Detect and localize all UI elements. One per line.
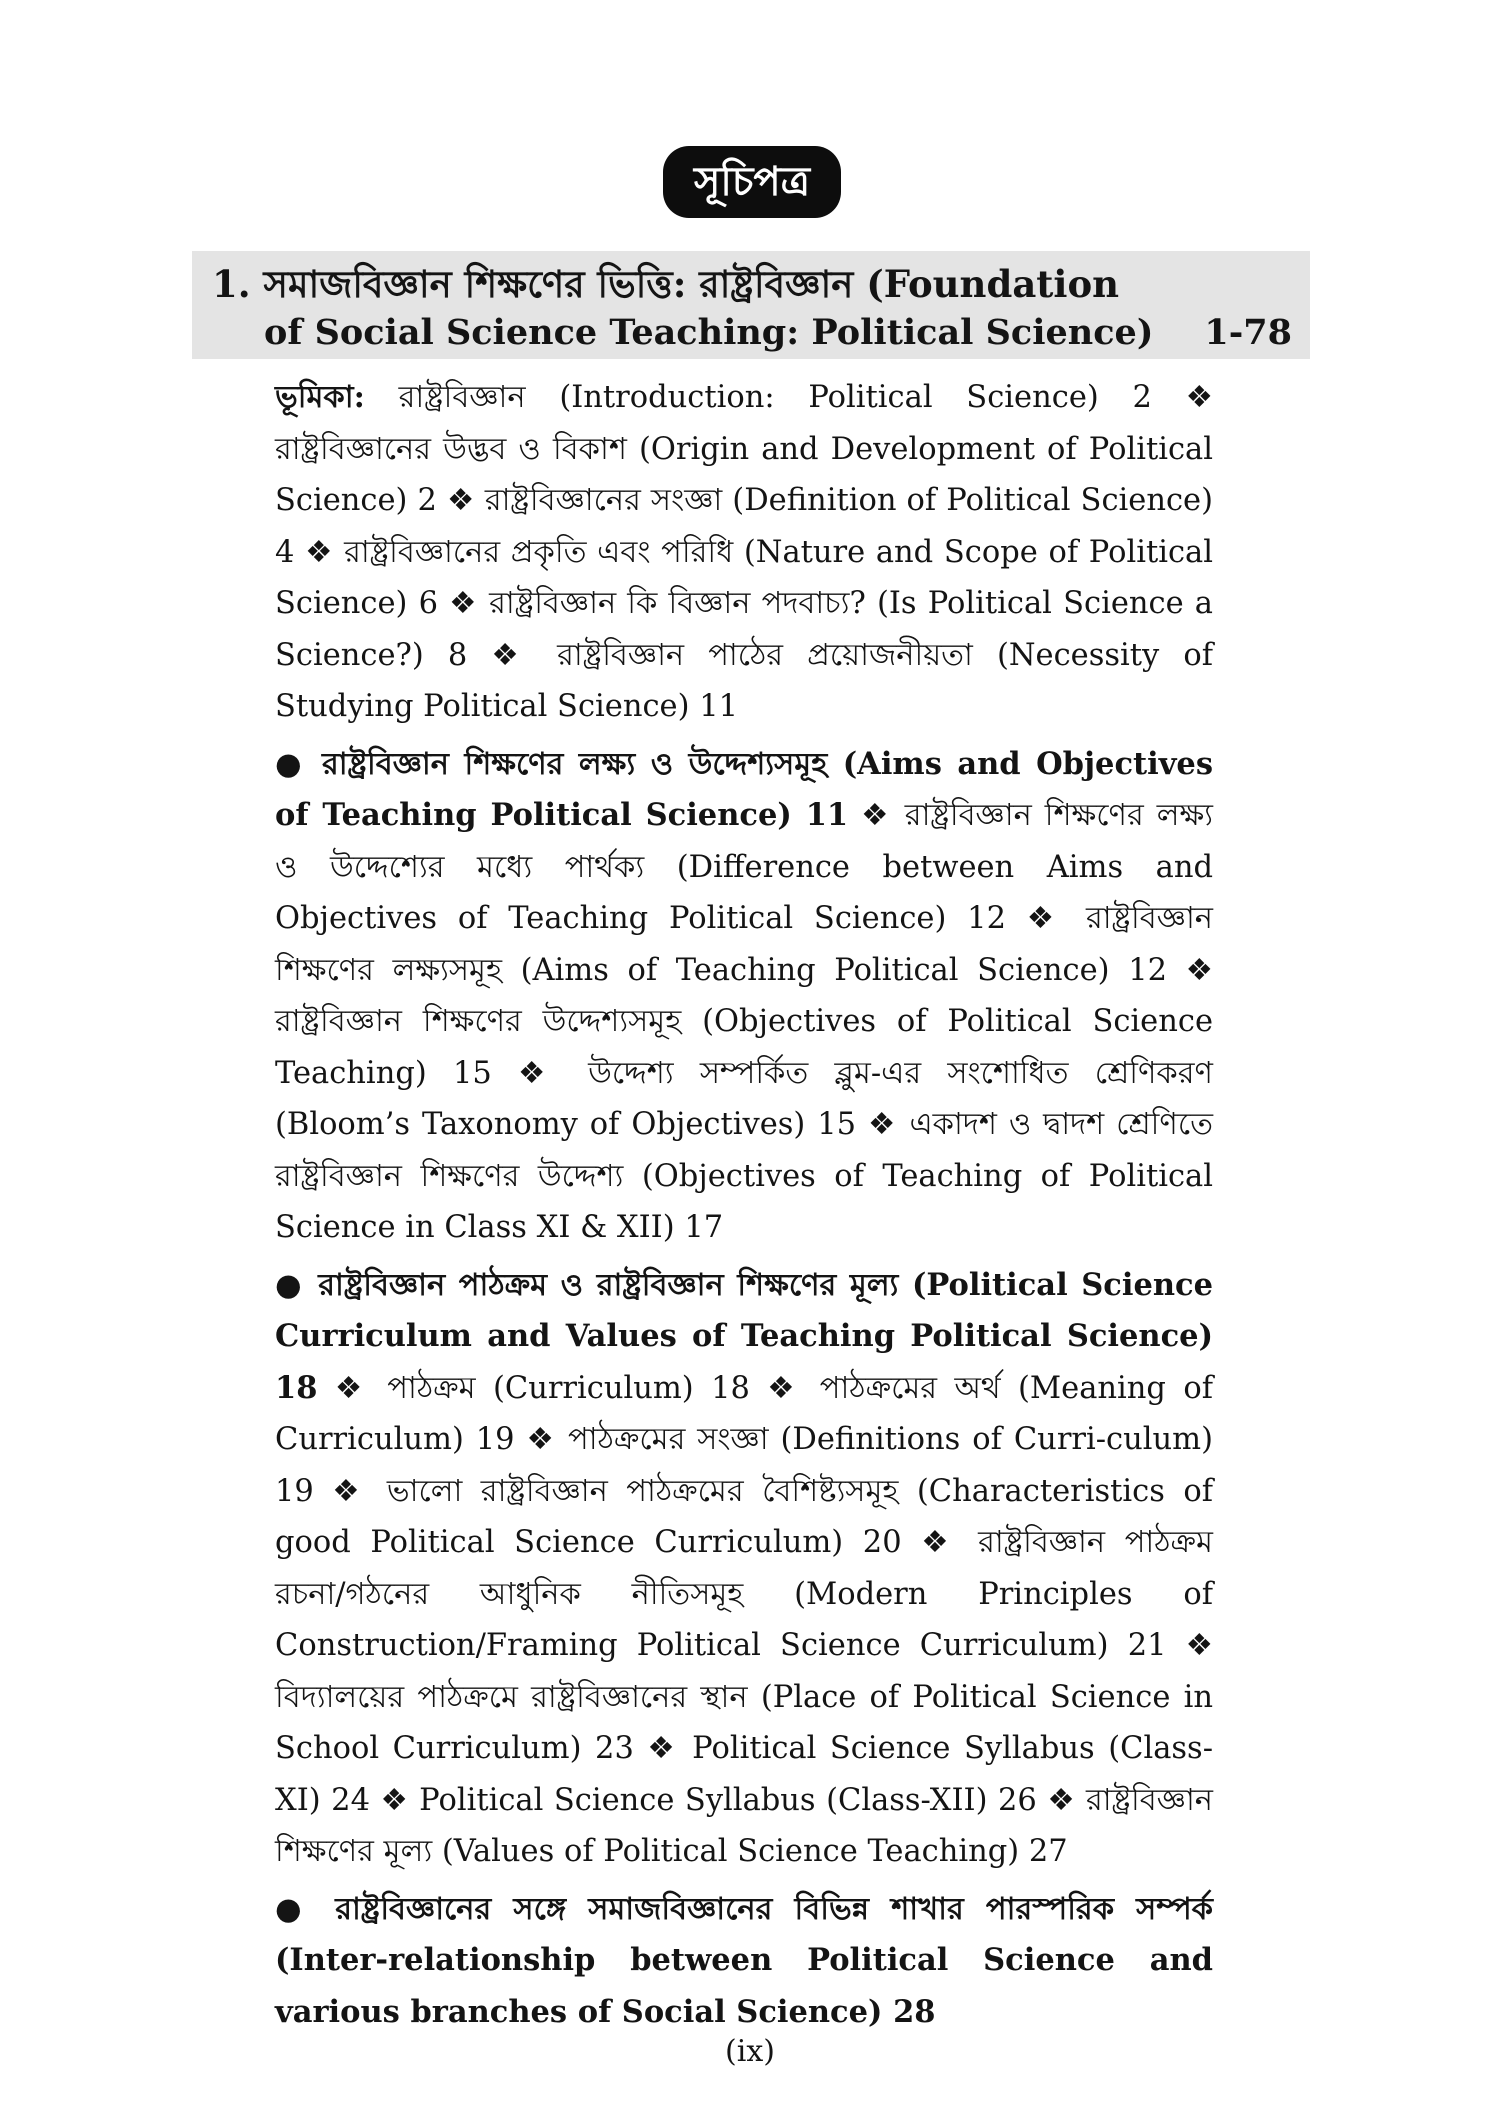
section-topics: রাষ্ট্রবিজ্ঞান (Introduction: Political Science) 2 ❖ রাষ্ট্রবিজ্ঞানের উদ্ভব ও বিকাশ (Origin and Development of Political Science) 2 ❖ রাষ্ট্রবিজ্ঞানের সংজ্ঞা (Definition of Political Science) 4 ❖ রাষ্ট্রবিজ্ঞানের প্রকৃতি এবং পরিধি (Nature and Scope of Political Science) 6 ❖ রাষ্ট্রবিজ্ঞান কি বিজ্ঞান পদবাচ্য? (Is Political Science a Science?) 8 ❖ রাষ্ট্রবিজ্ঞান পাঠের প্রয়োজনীয়তা (Necessity of Studying Political Science) 11 bbox=[275, 380, 1213, 724]
section-curriculum-values bbox=[275, 1260, 1213, 1878]
section-topics: ❖ পাঠক্রম (Curriculum) 18 ❖ পাঠক্রমের অর্থ (Meaning of Curriculum) 19 ❖ পাঠক্রমের সংজ্ঞা (Definitions of Curri-culum) 19 ❖ ভালো রাষ্ট্রবিজ্ঞান পাঠক্রমের বৈশিষ্ট্যসমূহ (Characteristics of good Political Science Curriculum) 20 ❖ রাষ্ট্রবিজ্ঞান পাঠক্রম রচনা/গঠনের আধুনিক নীতিসমূহ (Modern Principles of Construction/Framing Political Science Curriculum) 21 ❖ বিদ্যালয়ের পাঠক্রমে রাষ্ট্রবিজ্ঞানের স্থান (Place of Political Science in School Curriculum) 23 ❖ Political Science Syllabus (Class-XI) 24 ❖ Political Science Syllabus (Class-XII) 26 ❖ রাষ্ট্রবিজ্ঞান শিক্ষণের মূল্য (Values of Political Science Teaching) 27 bbox=[275, 1370, 1213, 1869]
page-title: সূচিপত্র bbox=[663, 146, 841, 218]
section-introduction bbox=[275, 372, 1213, 733]
section-topics: ❖ রাষ্ট্রবিজ্ঞান শিক্ষণের লক্ষ্য ও উদ্দেশ্যের মধ্যে পার্থক্য (Difference between Aims and Objectives of Teaching Political Science) 12 ❖ রাষ্ট্রবিজ্ঞান শিক্ষণের লক্ষ্যসমূহ (Aims of Teaching Political Science) 12 ❖ রাষ্ট্রবিজ্ঞান শিক্ষণের উদ্দেশ্যসমূহ (Objectives of Political Science Teaching) 15 ❖ উদ্দেশ্য সম্পর্কিত ব্লুম-এর সংশোধিত শ্রেণিকরণ (Bloom’s Taxonomy of Objectives) 15 ❖ একাদশ ও দ্বাদশ শ্রেণিতে রাষ্ট্রবিজ্ঞান শিক্ষণের উদ্দেশ্য (Objectives of Teaching of Political Science in Class XI & XII) 17 bbox=[275, 798, 1214, 1245]
section-inter-relationship bbox=[275, 1884, 1213, 2039]
section-heading: ● রাষ্ট্রবিজ্ঞানের সঙ্গে সমাজবিজ্ঞানের বিভিন্ন শাখার পারস্পরিক সম্পর্ক (Inter-relationship between Political Science and various branches of Social Science) 28 bbox=[275, 1890, 1213, 2030]
chapter-title-line-1: 1. সমাজবিজ্ঞান শিক্ষণের ভিত্তি: রাষ্ট্রবিজ্ঞান (Foundation bbox=[212, 262, 1120, 306]
chapter-title-line-2: of Social Science Teaching: Political Science) bbox=[264, 312, 1154, 353]
section-heading: ● রাষ্ট্রবিজ্ঞান পাঠক্রম ও রাষ্ট্রবিজ্ঞান শিক্ষণের মূল্য (Political Science Curriculum and Values of Teaching Political Science) 18 bbox=[275, 1266, 1213, 1406]
contents-entries bbox=[275, 372, 1213, 2044]
chapter-page-range: 1-78 bbox=[1204, 312, 1292, 353]
section-aims-objectives bbox=[275, 739, 1213, 1254]
section-heading: ● রাষ্ট্রবিজ্ঞান শিক্ষণের লক্ষ্য ও উদ্দেশ্যসমূহ (Aims and Objectives of Teaching Political Science) 11 bbox=[275, 745, 1213, 833]
page-number: (ix) bbox=[725, 2034, 775, 2069]
section-heading: ভূমিকা: bbox=[275, 379, 365, 415]
